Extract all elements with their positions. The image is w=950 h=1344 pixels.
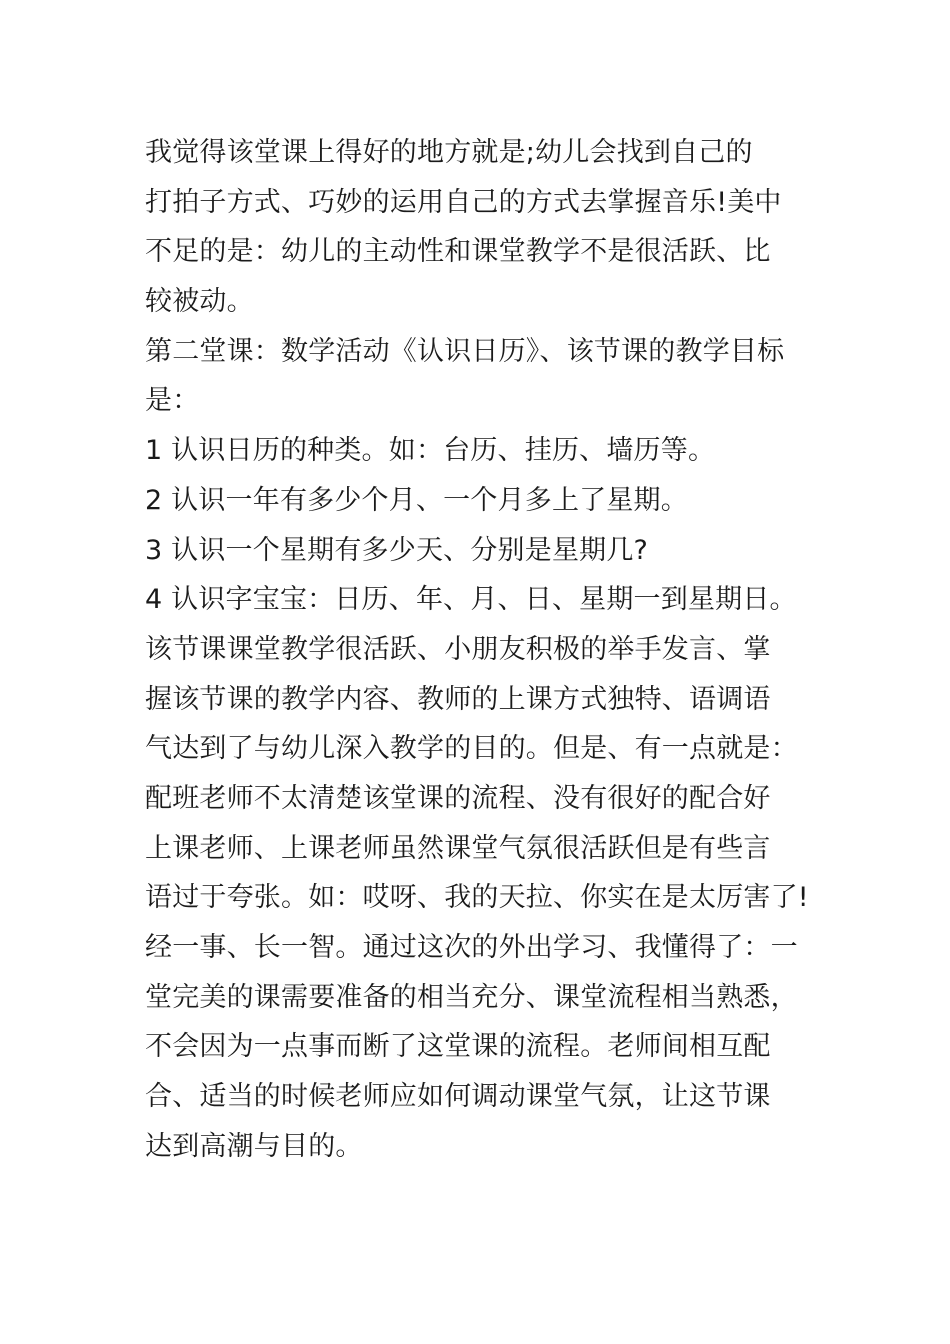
- text-line: 语过于夸张。如：哎呀、我的天拉、你实在是太厉害了!: [145, 882, 809, 914]
- text-line: 打拍子方式、巧妙的运用自己的方式去掌握音乐!美中: [145, 186, 782, 218]
- text-line: 握该节课的教学内容、教师的上课方式独特、语调语: [145, 683, 771, 715]
- list-item: 2 认识一年有多少个月、一个月多上了星期。: [145, 484, 688, 516]
- text-line: 堂完美的课需要准备的相当充分、课堂流程相当熟悉，: [145, 981, 798, 1013]
- list-item: 1 认识日历的种类。如：台历、挂历、墙历等。: [145, 435, 716, 467]
- text-line: 达到高潮与目的。: [145, 1130, 363, 1162]
- text-line: 经一事、长一智。通过这次的外出学习、我懂得了：一: [145, 932, 798, 963]
- text-line: 该节课课堂教学很活跃、小朋友积极的举手发言、掌: [145, 633, 771, 665]
- text-line: 配班老师不太清楚该堂课的流程、没有很好的配合好: [145, 782, 771, 814]
- text-line: 不足的是：幼儿的主动性和课堂教学不是很活跃、比: [145, 236, 771, 268]
- text-line: 合、适当的时候老师应如何调动课堂气氛，让这节课: [145, 1081, 771, 1113]
- list-item: 3 认识一个星期有多少天、分别是星期几?: [145, 534, 649, 566]
- text-line: 不会因为一点事而断了这堂课的流程。老师间相互配: [145, 1031, 771, 1063]
- text-line: 气达到了与幼儿深入教学的目的。但是、有一点就是：: [145, 733, 798, 765]
- text-line: 是：: [145, 385, 200, 417]
- text-line: 第二堂课：数学活动《认识日历》、该节课的教学目标: [145, 335, 785, 367]
- text-line: 我觉得该堂课上得好的地方就是;幼儿会找到自己的: [145, 137, 753, 168]
- document-body: [145, 128, 815, 1171]
- text-line: 较被动。: [145, 286, 254, 318]
- text-line: 上课老师、上课老师虽然课堂气氛很活跃但是有些言: [145, 832, 771, 864]
- list-item: 4 认识字宝宝：日历、年、月、日、星期一到星期日。: [145, 584, 797, 616]
